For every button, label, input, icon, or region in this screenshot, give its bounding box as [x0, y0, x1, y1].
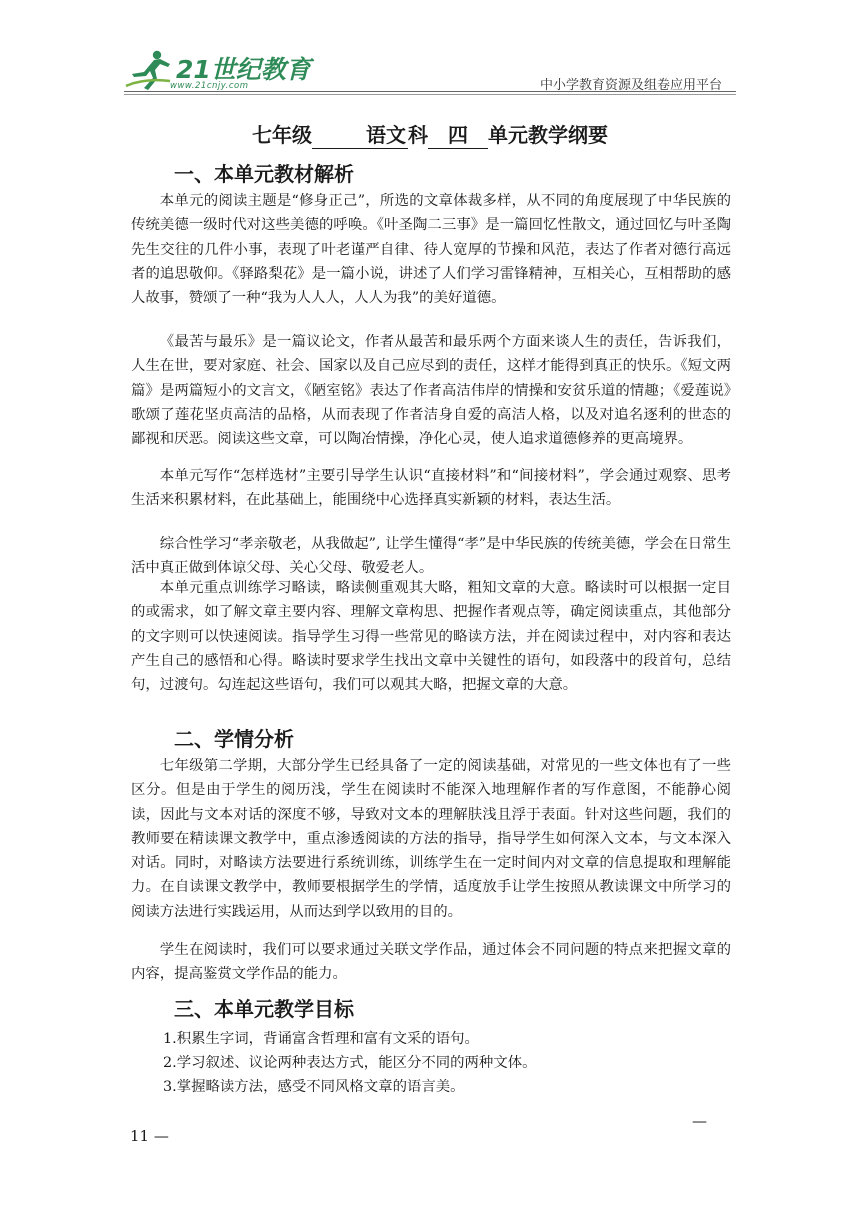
title-suffix: 单元教学纲要: [488, 123, 608, 147]
header-rule: [124, 91, 736, 92]
section-heading-3: 三、本单元教学目标: [174, 997, 354, 1021]
paragraph-1-1: 本单元的阅读主题是“修身正己”，所选的文章体裁多样，从不同的角度展现了中华民族的传统美德一级时代对这些美德的呼唤。《叶圣陶二三事》是一篇回忆性散文，通过回忆与叶圣陶先生交往的几件小事，表现了叶老谨严自律、待人宽厚的节操和风范，表达了作者对德行高远者的追思敬仰。《驿路梨花》是一篇小说，讲述了人们学习雷锋精神，互相关心，互相帮助的感人故事，赞颂了一种“我为人人人，人人为我”的美好道德。: [131, 193, 731, 307]
paragraph-1-5: 本单元重点训练学习略读，略读侧重观其大略，粗知文章的大意。略读时可以根据一定目的或需求，如了解文章主要内容、理解文章构思、把握作者观点等，确定阅读重点，其他部分的文字则可以快速阅读。指导学生习得一些常见的略读方法，并在阅读过程中，对内容和表达产生自己的感悟和心得。略读时要求学生找出文章中关键性的语句，如段落中的段首句，总结句，过渡句。勾连起这些语句，我们可以观其大略，把握文章的大意。: [131, 580, 731, 694]
header-rule-secondary: [124, 94, 736, 95]
list-item: 1.积累生字词，背诵富含哲理和富有文采的语句。: [163, 1031, 479, 1047]
paragraph-2-1: 七年级第二学期，大部分学生已经具备了一定的阅读基础，对常见的一些文体也有了一些区分。但是由于学生的阅历浅，学生在阅读时不能深入地理解作者的写作意图，不能静心阅读，因此与文本对话的深度不够，导致对文本的理解肤浅且浮于表面。针对这些问题，我们的教师要在精读课文教学中，重点渗透阅读的方法的指导，指导学生如何深入文本，与文本深入对话。同时，对略读方法要进行系统训练，训练学生在一定时间内对文章的信息提取和理解能力。在自读课文教学中，教师要根据学生的学情，适度放手让学生按照从教读课文中所学习的阅读方法进行实践运用，从而达到学以致用的目的。: [131, 758, 731, 920]
title-unit: 四: [428, 122, 488, 149]
paragraph-2-2: 学生在阅读时，我们可以要求通过关联文学作品，通过体会不同问题的特点来把握文章的内容，提高鉴赏文学作品的能力。: [131, 942, 731, 983]
list-item: 2.学习叙述、议论两种表达方式，能区分不同的两种文体。: [163, 1055, 537, 1071]
document-title: [0, 119, 860, 149]
logo: [124, 48, 311, 94]
objectives-list: [163, 1027, 537, 1099]
page-number: 11 —: [130, 1127, 169, 1145]
section-heading-1: 一、本单元教材解析: [174, 162, 354, 186]
list-item: 3.掌握略读方法，感受不同风格文章的语言美。: [163, 1079, 465, 1095]
title-subject-suffix: 科: [408, 123, 428, 147]
title-grade: 七年级: [252, 123, 312, 147]
footer-dash: —: [692, 1112, 707, 1130]
paragraph-1-2: 《最苦与最乐》是一篇议论文，作者从最苦和最乐两个方面来谈人生的责任，告诉我们，人生在世，要对家庭、社会、国家以及自己应尽到的责任，这样才能得到真正的快乐。《短文两篇》是两篇短小的文言文，《陋室铭》表达了作者高洁伟岸的情操和安贫乐道的情趣；《爱莲说》歌颂了莲花坚贞高洁的品格，从而表现了作者洁身自爱的高洁人格，以及对追名逐利的世态的鄙视和厌恶。阅读这些文章，可以陶冶情操，净化心灵，使人追求道德修养的更高境界。: [131, 334, 731, 448]
paragraph-1-3: 本单元写作“怎样选材”主要引导学生认识“直接材料”和“间接材料”，学会通过观察、思考生活来积累材料，在此基础上，能围绕中心选择真实新颖的材料，表达生活。: [131, 468, 731, 509]
section-heading-2: 二、学情分析: [174, 727, 294, 751]
paragraph-1-4: 综合性学习“孝亲敬老，从我做起”, 让学生懂得“孝”是中华民族的传统美德，学会在日常生活中真正做到体谅父母、关心父母、敬爱老人。: [131, 536, 731, 577]
title-subject: 语文: [366, 123, 406, 147]
title-blank-1: [312, 122, 364, 149]
platform-name: 中小学教育资源及组卷应用平台: [539, 78, 722, 93]
logo-text: 21世纪教育: [176, 55, 311, 84]
logo-url-text: www.21cnjy.com: [170, 81, 249, 91]
page-header: [0, 0, 860, 100]
